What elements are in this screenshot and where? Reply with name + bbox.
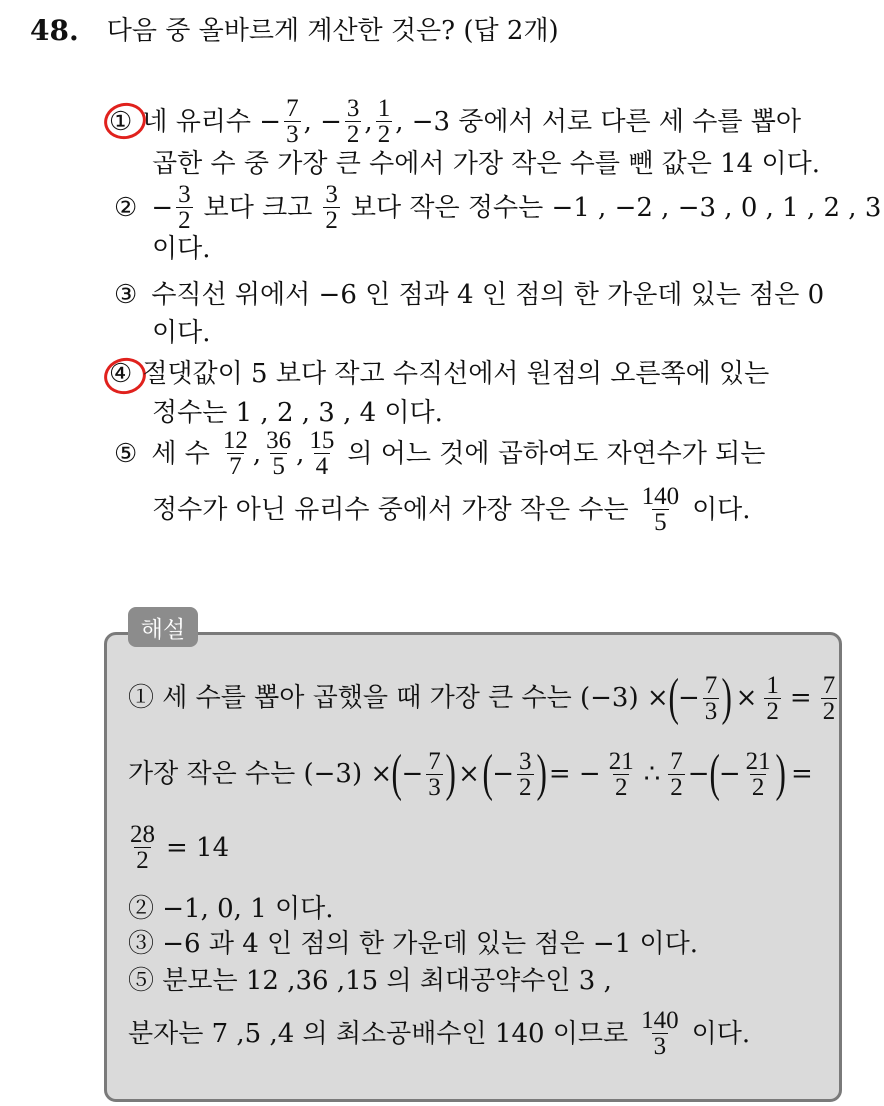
solution-line-2-fraction-3: $\frac{21}{2}$ <box>608 747 634 801</box>
option-3-marker: ③ <box>114 280 138 310</box>
option-1-pre: 네 유리수 − <box>142 106 282 137</box>
solution-line-3-fraction: $\frac{28}{2}$ <box>130 821 155 874</box>
solution-line-1-fraction-2: $\frac{1}{2}$ <box>766 671 779 725</box>
option-2-post: 보다 작은 정수는 −1 , −2 , −3 , 0 , 1 , 2 , 3 <box>350 192 882 223</box>
solution-line-1-fraction-3: $\frac{7}{2}$ <box>822 671 836 725</box>
option-2-line-2: 이다. <box>152 234 211 264</box>
option-5-pre: 세 수 <box>151 438 210 469</box>
option-2-fraction-2: $\frac{3}{2}$ <box>325 181 338 234</box>
option-2-marker: ② <box>114 192 138 223</box>
solution-line-1: ① 세 수를 뽑아 곱했을 때 가장 큰 수는 (−3) × ( − $\frac{7}{3}$ ) × $\frac{1}{2}$ = $\frac{7}{2}$ <box>128 669 836 726</box>
option-3-line-1 <box>114 282 824 308</box>
option-1-sep-2: , <box>364 106 373 137</box>
solution-line-5: ③ −6 과 4 인 점의 한 가운데 있는 점은 −1 이다. <box>128 929 698 959</box>
option-1-fraction-2: $\frac{3}{2}$ <box>346 95 360 148</box>
solution-line-1-pre: ① 세 수를 뽑아 곱했을 때 가장 큰 수는 (−3) × <box>128 683 669 713</box>
option-1-sep-1: , − <box>303 106 342 137</box>
option-1-fraction-1: $\frac{7}{3}$ <box>286 95 299 148</box>
option-5-line-2-post: 이다. <box>692 494 751 525</box>
option-5-fraction-4: $\frac{140}{5}$ <box>641 483 680 536</box>
option-2-pre: − <box>151 192 174 223</box>
option-1-fraction-3: $\frac{1}{2}$ <box>377 95 391 148</box>
option-5-sep-2: , <box>296 438 305 469</box>
solution-line-1-fraction-1: $\frac{7}{3}$ <box>704 671 718 725</box>
solution-line-2-fraction-1: $\frac{7}{3}$ <box>428 747 441 801</box>
option-4-line-2: 정수는 1 , 2 , 3 , 4 이다. <box>152 398 443 428</box>
option-5-fraction-1: $\frac{12}{7}$ <box>222 427 248 480</box>
option-2-line-1 <box>114 182 881 233</box>
option-1-line-1 <box>109 96 801 147</box>
question-number: 48. <box>30 14 79 47</box>
option-2-fraction-1: $\frac{3}{2}$ <box>178 181 191 234</box>
option-3-line-2: 이다. <box>152 318 211 348</box>
solution-line-6: ⑤ 분모는 12 ,36 ,15 의 최대공약수인 3 , <box>128 966 612 996</box>
option-5-marker: ⑤ <box>114 438 138 469</box>
solution-line-7: 분자는 7 ,5 ,4 의 최소공배수인 140 이므로 $\frac{140}{3}$ 이다. <box>128 1007 751 1060</box>
solution-line-4: ② −1, 0, 1 이다. <box>128 894 334 924</box>
solution-line-2-fraction-4: $\frac{7}{2}$ <box>670 747 683 801</box>
option-5-line-2-pre: 정수가 아닌 유리수 중에서 가장 작은 수는 <box>152 494 629 525</box>
solution-tag: 해설 <box>128 607 198 647</box>
option-5-post: 의 어느 것에 곱하여도 자연수가 되는 <box>347 438 766 469</box>
option-5-sep-1: , <box>252 438 262 469</box>
solution-line-2: 가장 작은 수는 (−3) × ( − $\frac{7}{3}$ ) × ( − $\frac{3}{2}$ ) = − $\frac{21}{2}$ ∴ $\frac{7}{2}$ − ( − $\frac{21}{2}$ ) = <box>128 745 813 802</box>
option-1-line-2: 곱한 수 중 가장 큰 수에서 가장 작은 수를 뺀 값은 14 이다. <box>152 149 820 179</box>
option-4-text: 절댓값이 5 보다 작고 수직선에서 원점의 오른쪽에 있는 <box>142 359 770 389</box>
option-1-post: , −3 중에서 서로 다른 세 수를 뽑아 <box>395 106 802 137</box>
option-4-line-1 <box>109 361 769 387</box>
solution-line-2-fraction-5: $\frac{21}{2}$ <box>745 747 771 801</box>
solution-line-3: $\frac{28}{2}$ = 14 <box>130 821 230 874</box>
option-2-mid: 보다 크고 <box>203 192 313 223</box>
option-5-fraction-2: $\frac{36}{5}$ <box>266 427 292 480</box>
solution-line-2-fraction-2: $\frac{3}{2}$ <box>519 747 532 801</box>
option-5-line-1 <box>114 428 765 479</box>
question-header <box>30 14 559 47</box>
solution-line-2-pre: 가장 작은 수는 (−3) × <box>128 759 393 789</box>
option-5-fraction-3: $\frac{15}{4}$ <box>309 427 335 480</box>
question-prompt: 다음 중 올바르게 계산한 것은? (답 2개) <box>106 15 559 46</box>
option-5-line-2 <box>152 484 751 535</box>
option-4-marker: ④ <box>109 359 133 389</box>
solution-line-7-fraction: $\frac{140}{3}$ <box>641 1007 679 1060</box>
option-1-marker: ① <box>109 106 133 137</box>
option-3-text: 수직선 위에서 −6 인 점과 4 인 점의 한 가운데 있는 점은 0 <box>151 280 825 310</box>
